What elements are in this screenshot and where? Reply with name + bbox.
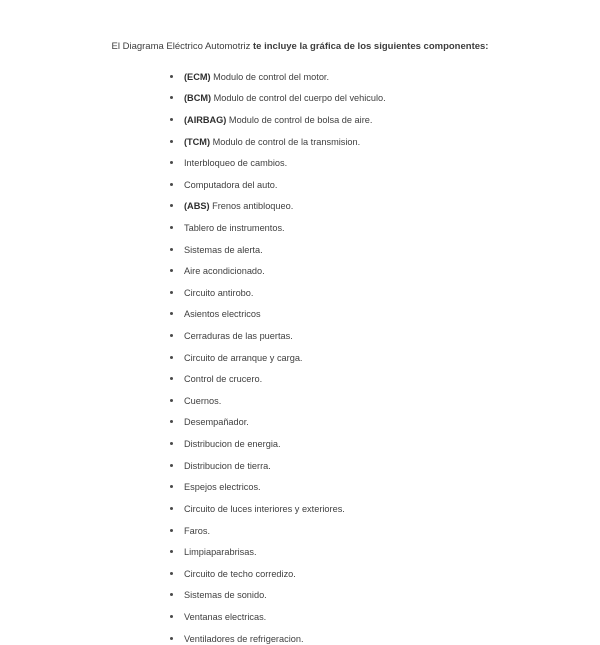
list-item [170,179,540,191]
list-item-label: Distribucion de tierra. [184,460,271,471]
list-item-label: Circuito de arranque y carga. [184,352,303,363]
list-item-code: (ECM) [184,71,211,82]
list-item-label: Modulo de control de la transmision. [210,136,361,147]
list-item-label: Limpiaparabrisas. [184,547,257,558]
list-item-label: Control de crucero. [184,374,263,385]
list-item-label: Ventanas electricas. [184,611,267,622]
list-item [170,92,540,104]
list-item [170,525,540,537]
list-item-code: (ABS) [184,201,210,212]
list-item-label: Ventiladores de refrigeracion. [184,633,304,644]
list-item-label: Cerraduras de las puertas. [184,331,293,342]
list-item-label: Sistemas de sonido. [184,590,267,601]
list-item [170,546,540,558]
list-item [170,373,540,385]
list-item-label: Circuito de techo corredizo. [184,568,296,579]
list-item [170,481,540,493]
list-item-label: Cuernos. [184,395,222,406]
list-item-label: Aire acondicionado. [184,266,265,277]
list-item [170,330,540,342]
list-item-code: (AIRBAG) [184,114,227,125]
list-item-label: Faros. [184,525,211,536]
list-item-label: Circuito de luces interiores y exteriores. [184,503,345,514]
list-item-label: Sistemas de alerta. [184,244,263,255]
list-item [170,287,540,299]
list-item-label: Espejos electricos. [184,482,261,493]
list-item [170,308,540,320]
list-item [170,503,540,515]
list-item-label: Modulo de control del motor. [210,71,330,82]
list-item [170,200,540,212]
list-item [170,136,540,148]
list-item-code: (TCM) [184,136,211,147]
list-item-label: Circuito antirobo. [184,287,254,298]
list-item [170,460,540,472]
list-item [170,114,540,126]
list-item-label: Frenos antibloqueo. [209,201,294,212]
list-item [170,71,540,83]
list-item-label: Tablero de instrumentos. [184,222,285,233]
list-item [170,633,540,645]
page-title-lead: El Diagrama Eléctrico Automotriz [111,41,254,52]
list-item-label: Computadora del auto. [184,179,278,190]
list-item-label: Distribucion de energia. [184,439,281,450]
list-item [170,438,540,450]
list-item-label: Interbloqueo de cambios. [184,158,288,169]
list-item-label: Asientos electricos [184,309,261,320]
list-item [170,611,540,623]
list-item [170,222,540,234]
list-item [170,352,540,364]
page-title-emphasis: te incluye la gráfica de los siguientes componentes: [253,41,489,52]
list-item-code: (BCM) [184,93,212,104]
page-title [60,40,540,55]
list-item-label: Desempañador. [184,417,249,428]
list-item [170,244,540,256]
component-list [60,71,540,645]
list-item [170,416,540,428]
list-item-label: Modulo de control de bolsa de aire. [226,114,373,125]
list-item [170,157,540,169]
list-item [170,568,540,580]
list-item-label: Modulo de control del cuerpo del vehiculo. [211,93,386,104]
list-item [170,395,540,407]
list-item [170,265,540,277]
